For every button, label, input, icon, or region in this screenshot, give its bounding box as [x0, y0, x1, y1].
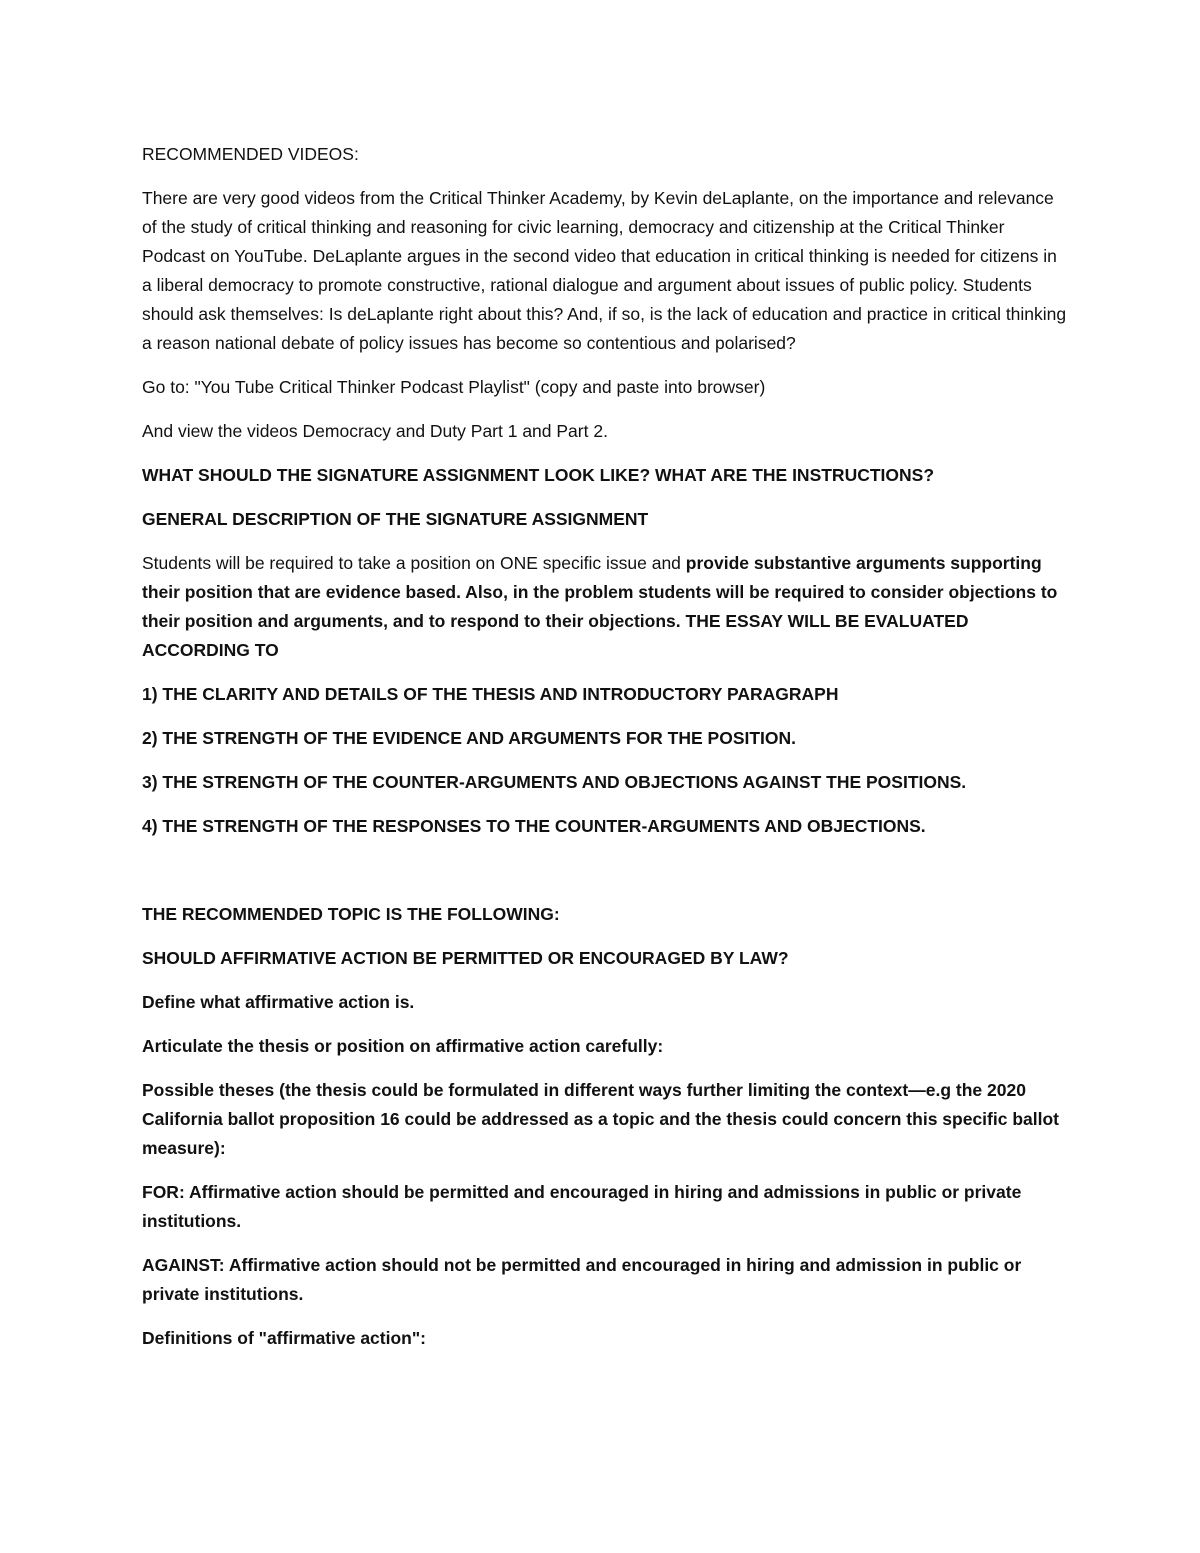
- description-plain: Students will be required to take a position on ONE specific issue and: [142, 553, 686, 573]
- articulate-instruction: Articulate the thesis or position on affirmative action carefully:: [142, 1036, 664, 1056]
- criterion-1: 1) THE CLARITY AND DETAILS OF THE THESIS AND INTRODUCTORY PARAGRAPH: [142, 684, 839, 704]
- assignment-question-heading: WHAT SHOULD THE SIGNATURE ASSIGNMENT LOOK LIKE? WHAT ARE THE INSTRUCTIONS?: [142, 465, 935, 485]
- for-thesis: FOR: Affirmative action should be permitted and encouraged in hiring and admissions in public or private institutions.: [142, 1182, 1022, 1231]
- description-paragraph: [142, 549, 1067, 665]
- against-thesis: AGAINST: Affirmative action should not be permitted and encouraged in hiring and admission in public or private institutions.: [142, 1255, 1022, 1304]
- criterion-2: 2) THE STRENGTH OF THE EVIDENCE AND ARGUMENTS FOR THE POSITION.: [142, 728, 797, 748]
- criterion-4: 4) THE STRENGTH OF THE RESPONSES TO THE COUNTER-ARGUMENTS AND OBJECTIONS.: [142, 816, 926, 836]
- topic-heading: THE RECOMMENDED TOPIC IS THE FOLLOWING:: [142, 904, 560, 924]
- criterion-3: 3) THE STRENGTH OF THE COUNTER-ARGUMENTS AND OBJECTIONS AGAINST THE POSITIONS.: [142, 772, 967, 792]
- description-caps: THE ESSAY WILL BE EVALUATED ACCORDING TO: [142, 611, 969, 660]
- possible-theses: Possible theses (the thesis could be formulated in different ways further limiting the context—e.g the 2020 California ballot proposition 16 could be addressed as a topic and the thesis could concern this specific ballot measure):: [142, 1080, 1059, 1158]
- recommended-videos-heading: RECOMMENDED VIDEOS:: [142, 144, 359, 164]
- intro-paragraph: There are very good videos from the Critical Thinker Academy, by Kevin deLaplante, on the importance and relevance of the study of critical thinking and reasoning for civic learning, democracy and citizenship at the Critical Thinker Podcast on YouTube. DeLaplante argues in the second video that education in critical thinking is needed for citizens in a liberal democracy to promote constructive, rational dialogue and argument about issues of public policy. Students should ask themselves: Is deLaplante right about this? And, if so, is the lack of education and practice in critical thinking a reason national debate of policy issues has become so contentious and polarised?: [142, 188, 1067, 353]
- definitions-heading: Definitions of "affirmative action":: [142, 1328, 426, 1348]
- blank-line: [142, 856, 1067, 900]
- define-instruction: Define what affirmative action is.: [142, 992, 415, 1012]
- view-instruction: And view the videos Democracy and Duty Part 1 and Part 2.: [142, 421, 608, 441]
- document-page: [142, 140, 1067, 1368]
- topic-question: SHOULD AFFIRMATIVE ACTION BE PERMITTED OR ENCOURAGED BY LAW?: [142, 948, 789, 968]
- description-bold: provide substantive arguments supporting their position that are evidence based. Also, in the problem students will be required to consider objections to their position and arguments, and to respond to their objections.: [142, 553, 1058, 631]
- goto-instruction: Go to: "You Tube Critical Thinker Podcast Playlist" (copy and paste into browser): [142, 377, 766, 397]
- general-description-heading: GENERAL DESCRIPTION OF THE SIGNATURE ASSIGNMENT: [142, 509, 649, 529]
